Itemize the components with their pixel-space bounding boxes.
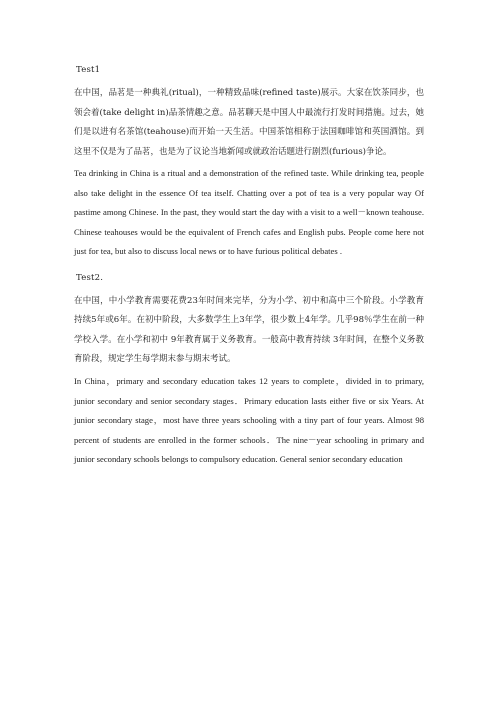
test1-english-paragraph: Tea drinking in China is a ritual and a demonstration of the refined taste. While drinking tea, people also take delight in the essence Of tea itself. Chatting over a pot of tea is a very popular way Of pastime among Chinese. In the past, they would start the day with a visit to a well－known teahouse. Chinese teahouses would be the equivalent of French cafes and English pubs. People come here not just for tea, but also to discuss local news or to have furious political debates . [74, 168, 424, 257]
test1-chinese-paragraph: 在中国，品茗是一种典礼(ritual)，一种精致品味(refined taste)展示。大家在饮茶同步，也领会着(take delight in)品茶情趣之意。品茗聊天是中国人中最流行打发时间措施。过去，她们是以进有名茶馆(teahouse)而开始一天生活。中国茶馆相称于法国咖啡馆和英国酒馆。到这里不仅是为了品茗，也是为了议论当地新闻或就政治话题进行剧烈(furious)争论。 [74, 88, 424, 157]
test2-chinese-paragraph: 在中国，中小学教育需要花费23年时间来完毕，分为小学、初中和高中三个阶段。小学教育持续5年或6年。在初中阶段，大多数学生上3年学，很少数上4年学。几乎98％学生在前一种学校入学。在小学和初中 9年教育属于义务教育。一般高中教育持续 3年时间，在整个义务教育阶段，规定学生每学期末参与期末考试。 [74, 295, 424, 365]
test2-english-paragraph: In China，primary and secondary education takes 12 years to complete，divided in to primary, junior secondary and senior secondary stages．Primary education lasts either five or six Years. At junior secondary stage，most have three years schooling with a tiny part of four years. Almost 98 percent of students are enrolled in the former schools．The nine－year schooling in primary and junior secondary schools belongs to compulsory education. General senior secondary education [74, 375, 424, 465]
test1-title: Test1 [76, 65, 101, 75]
test2-title: Test2. [76, 272, 104, 283]
document-page [74, 64, 424, 472]
